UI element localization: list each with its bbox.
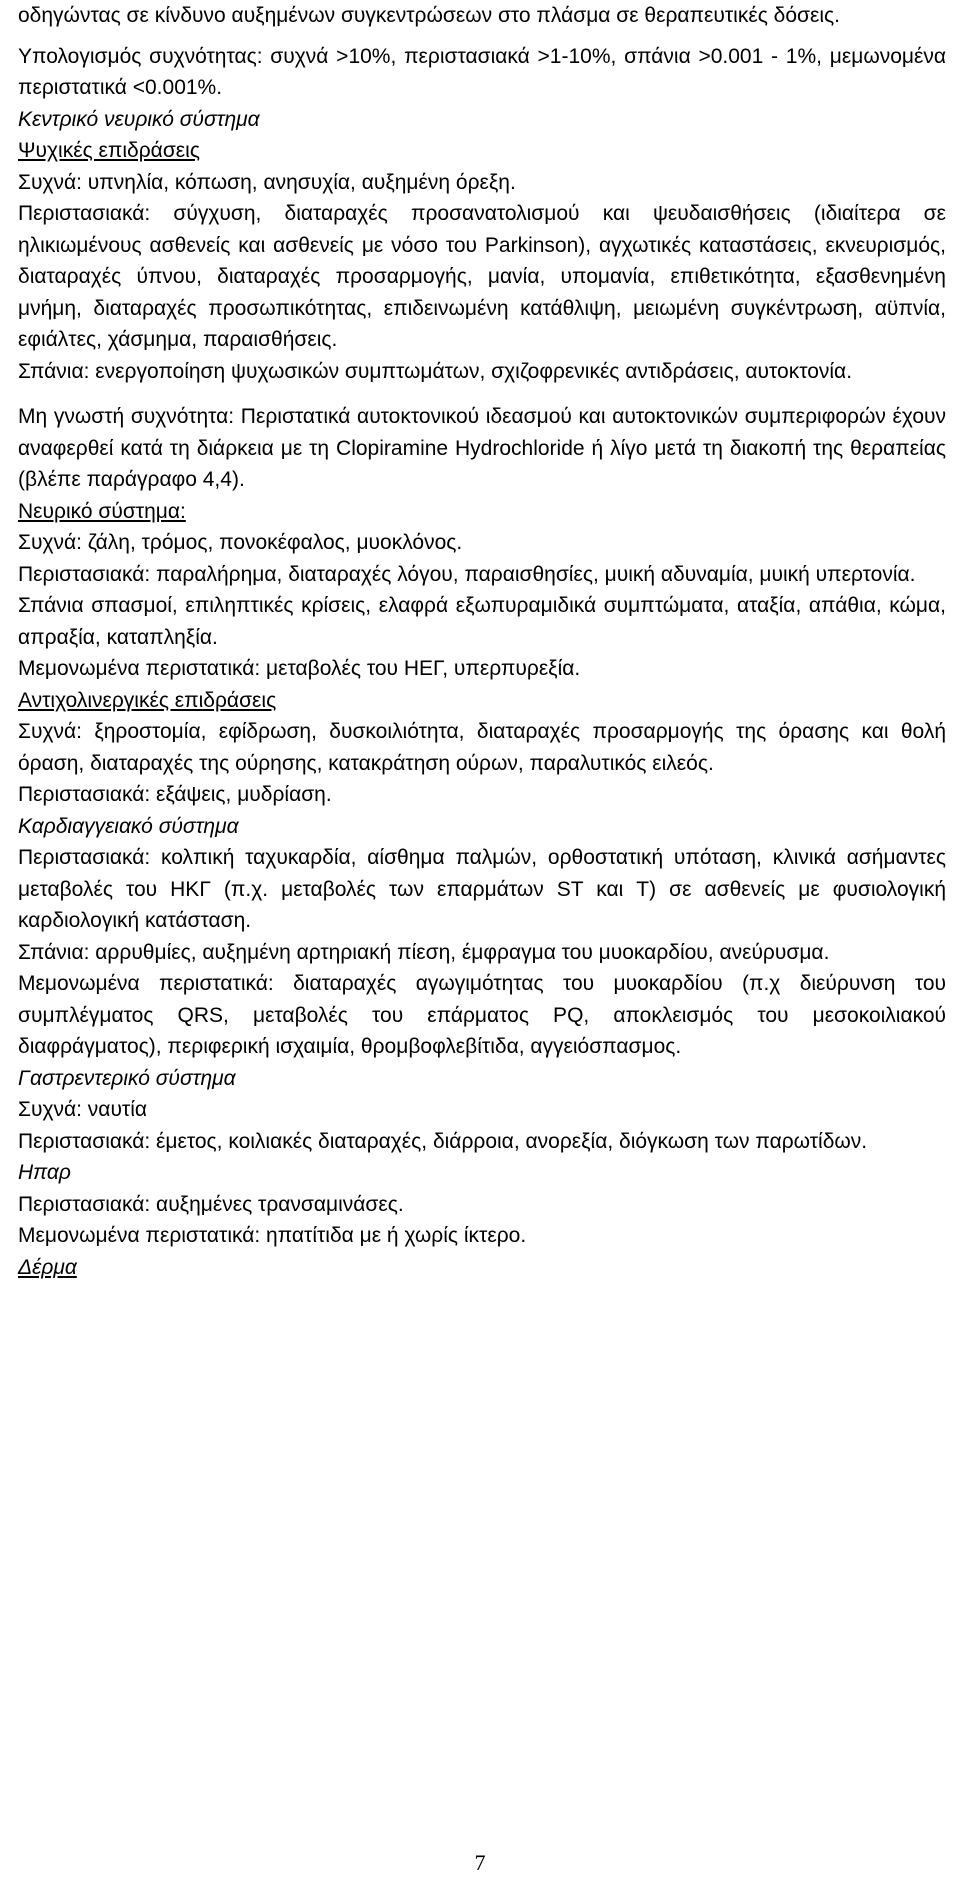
cardio-occasional: Περιστασιακά: κολπική ταχυκαρδία, αίσθημα παλμών, ορθοστατική υπόταση, κλινικά ασήμαντες μεταβολές του ΗΚΓ (π.χ. μεταβολές των επαρμάτων ST και T) σε ασθενείς με φυσιολογική καρδιολογική κατάσταση. bbox=[18, 846, 946, 932]
liver-occasional: Περιστασιακά: αυξημένες τρανσαμινάσες. bbox=[18, 1192, 404, 1216]
section-heading-liver: Ηπαρ bbox=[18, 1161, 71, 1184]
anticholinergic-common: Συχνά: ξηροστομία, εφίδρωση, δυσκοιλιότητα, διαταραχές προσαρμογής της όρασης και θολή όραση, διαταραχές της ούρησης, κατακράτηση ούρων, παραλυτικός ειλεός. bbox=[18, 720, 946, 775]
section-heading-anticholinergic: Αντιχολινεργικές επιδράσεις bbox=[18, 688, 277, 712]
gi-occasional: Περιστασιακά: έμετος, κοιλιακές διαταραχές, διάρροια, ανορεξία, διόγκωση των παρωτίδων. bbox=[18, 1129, 868, 1153]
psych-rare: Σπάνια: ενεργοποίηση ψυχωσικών συμπτωμάτων, σχιζοφρενικές αντιδράσεις, αυτοκτονία. bbox=[18, 359, 853, 383]
intro-continuation: οδηγώντας σε κίνδυνο αυξημένων συγκεντρώσεων στο πλάσμα σε θεραπευτικές δόσεις. bbox=[18, 4, 840, 27]
section-heading-skin: Δέρμα bbox=[18, 1255, 77, 1279]
section-cardiovascular bbox=[18, 811, 946, 1063]
section-anticholinergic bbox=[18, 685, 946, 811]
nervous-isolated: Μεμονωμένα περιστατικά: μεταβολές του ΗΕΓ, υπερπυρεξία. bbox=[18, 657, 581, 680]
anticholinergic-occasional: Περιστασιακά: εξάψεις, μυδρίαση. bbox=[18, 783, 332, 806]
gi-common: Συχνά: ναυτία bbox=[18, 1098, 148, 1121]
page-number: 7 bbox=[474, 1850, 486, 1875]
psych-common: Συχνά: υπνηλία, κόπωση, ανησυχία, αυξημένη όρεξη. bbox=[18, 170, 516, 194]
section-cns bbox=[18, 104, 946, 496]
liver-isolated: Μεμονωμένα περιστατικά: ηπατίτιδα με ή χωρίς ίκτερο. bbox=[18, 1224, 527, 1247]
section-heading-cardiovascular: Καρδιαγγειακό σύστημα bbox=[18, 814, 239, 838]
cardio-isolated: Μεμονωμένα περιστατικά: διαταραχές αγωγιμότητας του μυοκαρδίου (π.χ διεύρυνση του συμπλέγματος QRS, μεταβολές του επάρματος PQ, αποκλεισμός του μεσοκοιλιακού διαφράγματος), περιφερική ισχαιμία, θρομβοφλεβίτιδα, αγγειόσπασμος. bbox=[18, 972, 946, 1058]
section-heading-cns: Κεντρικό νευρικό σύστημα bbox=[18, 107, 260, 131]
subheading-psych-effects: Ψυχικές επιδράσεις bbox=[18, 139, 200, 162]
nervous-occasional: Περιστασιακά: παραλήρημα, διαταραχές λόγου, παραισθησίες, μυική αδυναμία, μυική υπερτονία. bbox=[18, 562, 916, 586]
section-liver bbox=[18, 1157, 946, 1252]
section-skin bbox=[18, 1252, 946, 1284]
psych-unknown-frequency: Μη γνωστή συχνότητα: Περιστατικά αυτοκτονικού ιδεασμού και αυτοκτονικών συμπεριφορών έχουν αναφερθεί κατά τη διάρκεια με τη Clopiramine Hydrochloride ή λίγο μετά τη διακοπή της θεραπείας (βλέπε παράγραφο 4,4). bbox=[18, 405, 946, 491]
cardio-rare: Σπάνια: αρρυθμίες, αυξημένη αρτηριακή πίεση, έμφραγμα του μυοκαρδίου, ανεύρυσμα. bbox=[18, 940, 830, 964]
nervous-common: Συχνά: ζάλη, τρόμος, πονοκέφαλος, μυοκλόνος. bbox=[18, 531, 463, 554]
section-heading-nervous: Νευρικό σύστημα: bbox=[18, 499, 186, 523]
psych-occasional: Περιστασιακά: σύγχυση, διαταραχές προσανατολισμού και ψευδαισθήσεις (ιδιαίτερα σε ηλικιωμένους ασθενείς και ασθενείς με νόσο του Parkinson), αγχωτικές καταστάσεις, εκνευρισμός, διαταραχές ύπνου, διαταραχές προσαρμογής, μανία, υπομανία, επιθετικότητα, εξασθενημένη μνήμη, διαταραχές προσωπικότητας, επιδεινωμένη κατάθλιψη, μειωμένη συγκέντρωση, αϋπνία, εφιάλτες, χάσμημα, παραισθήσεις. bbox=[18, 202, 946, 351]
section-heading-gastrointestinal: Γαστρεντερικό σύστημα bbox=[18, 1066, 236, 1090]
nervous-rare: Σπάνια σπασμοί, επιληπτικές κρίσεις, ελαφρά εξωπυραμιδικά συμπτώματα, αταξία, απάθια, κώμα, απραξία, καταπληξία. bbox=[18, 594, 946, 649]
section-gastrointestinal bbox=[18, 1063, 946, 1158]
section-nervous-system bbox=[18, 496, 946, 685]
frequency-note: Υπολογισμός συχνότητας: συχνά >10%, περιστασιακά >1-10%, σπάνια >0.001 - 1%, μεμωνομένα περιστατικά <0.001%. bbox=[18, 44, 946, 99]
